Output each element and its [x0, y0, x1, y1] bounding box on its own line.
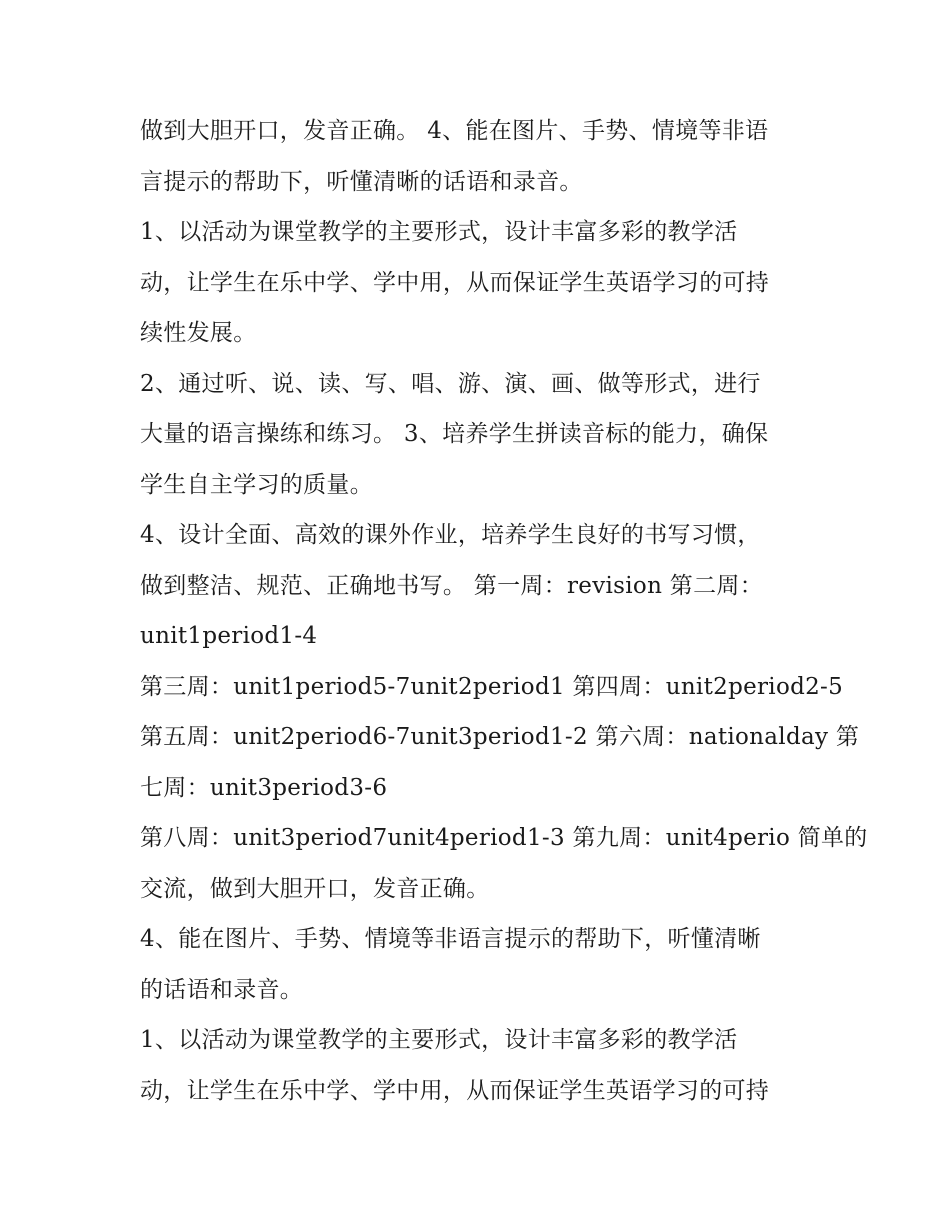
- text-line: 4、设计全面、高效的课外作业，培养学生良好的书写习惯，: [140, 522, 761, 548]
- text-line: 大量的语言操练和练习。 3、培养学生拼读音标的能力，确保: [140, 421, 769, 447]
- text-line: unit1period1-4: [140, 623, 318, 649]
- text-line: 续性发展。: [140, 320, 257, 346]
- text-line: 第三周：unit1period5-7unit2period1 第四周：unit2period2-5: [140, 673, 844, 700]
- text-line: 交流，做到大胆开口，发音正确。: [140, 875, 490, 902]
- text-line: 1、以活动为课堂教学的主要形式，设计丰富多彩的教学活: [140, 1027, 738, 1053]
- text-line: 七周：unit3period3-6: [140, 774, 388, 801]
- text-line: 2、通过听、说、读、写、唱、游、演、画、做等形式，进行: [140, 370, 761, 397]
- text-line: 第八周：unit3period7unit4period1-3 第九周：unit4perio 简单的: [140, 825, 868, 851]
- text-line: 1、以活动为课堂教学的主要形式，设计丰富多彩的教学活: [140, 219, 738, 245]
- text-line: 言提示的帮助下，听懂清晰的话语和录音。: [140, 168, 583, 195]
- text-line: 学生自主学习的质量。: [140, 471, 373, 498]
- text-line: 动，让学生在乐中学、学中用，从而保证学生英语学习的可持: [140, 1077, 770, 1104]
- text-line: 做到整洁、规范、正确地书写。 第一周：revision 第二周：: [140, 572, 763, 599]
- text-line: 动，让学生在乐中学、学中用，从而保证学生英语学习的可持: [140, 269, 770, 296]
- text-line: 4、能在图片、手势、情境等非语言提示的帮助下，听懂清晰: [140, 926, 761, 952]
- text-line: 的话语和录音。: [140, 976, 304, 1003]
- text-line: 做到大胆开口，发音正确。 4、能在图片、手势、情境等非语: [140, 118, 769, 144]
- document-body: [140, 106, 868, 1116]
- text-line: 第五周：unit2period6-7unit3period1-2 第六周：nationalday 第: [140, 724, 860, 750]
